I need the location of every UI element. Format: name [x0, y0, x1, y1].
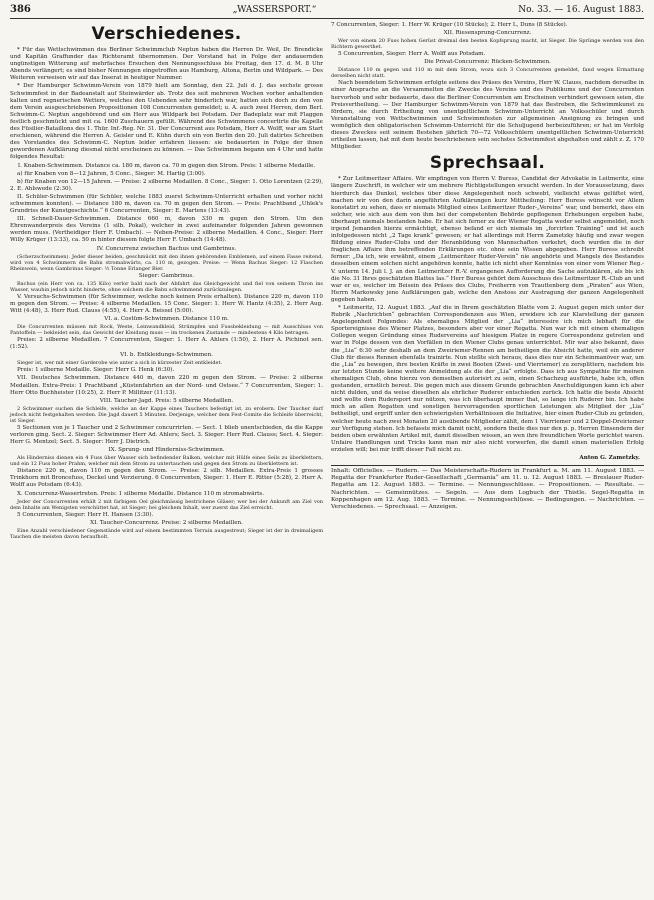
issue-info: No. 33. — 16. August 1883. [518, 5, 644, 15]
divider [331, 465, 644, 466]
paragraph: V. Versuchs-Schwimmen (für Schwimmer, welche noch keinen Preis erhalten). Distance 220 m, davon 110 m gegen den Strom. — Preise: 4 silberne Medaillen. 15 Conc. Sieger: 1. Herr W. Hantz (4:35), 2. Herr Aug. Witt (4:48), 3. Herr Rud. Clauss (4:55), 4. Herr A. Beissel (5:00). [10, 293, 323, 314]
small-note: Wer von einem 20 Fuss hohen Gerüst dreimal den besten Kopfsprung macht, ist Sieger. Die Sprünge werden von den Richtern gewerthet. [331, 38, 644, 51]
paragraph: 5 Concurrenten, Sieger: Herr H. Hansen (3:30). [17, 511, 154, 518]
table-of-contents: Inhalt: Officielles. — Rudern. — Das Meisterschafts-Rudern in Frankfurt a. M. am 11. August 1883. — Regatta der Frankfurter Ruder-Gesellschaft „Germania“ am 11. u. 12. August 1883. — Breslauer Ruder-Regatta am 12. August 1883. — Termine. — Nennungsschlüsse. — Propositionen. — Resultate. — Nachrichten. — Gemeinnützes. — Segeln. — Aus dem Logbuch der Thistle. Segel-Regatta in Koppenhagen am 12. Aug. 1883. — Termine. — Nennungsschlüsse. — Bedingungen. — Nachrichten. — Verschiedenes. — Sprechsaal. — Anzeigen. [331, 468, 644, 511]
result-heading: IX. Sprung- und Hinderniss-Schwimmen. [108, 447, 225, 454]
section-title-verschiedenes: Verschiedenes. [91, 24, 242, 44]
small-note: Die Concurrenten müssen mit Rock, Weste, Leinwandkleid, Strümpfen und Fussbekleidung — mit Ausschluss von Pantoffeln — bekleidet sein, das Gewicht der Kleidung muss — im trockenen Zustande — mindestens 4 Kilo betragen. [10, 324, 323, 337]
paragraph: X. Concurrenz-Wassertreten. Preis: 1 silberne Medaille. Distance 110 m stromabwärts. [17, 490, 265, 497]
page-number: 386 [10, 4, 31, 15]
paragraph: * Leitmeritz, 12. August 1883. „Auf die in Ihrem geschätzten Blatte vom 2. August gegen mich unter der Rubrik „Nachrichten“ gebrachten Correspondenzen aus Wien, erwidere ich zur Klarstellung der ganzen Angelegenheit Folgendes: Als ehemaliges Mitglied der „Lia“ interessire ich mich lebhaft für die Sportereignisse des Wiener Platzes, besonders aber vor einer Regatta. Nun war ich mit einem ehemaligen Collegen wegen Gründung eines Rudervereins auf hiesigem Platze in regere Correspondenz getreten und war in Folge dessen von den Vorfällen in den Wiener Clubs genau unterrichtet. Mir war also bekannt, dass die „Lia“ 6:30 sehr deshalb an dem Zweiriemer-Rennen am betheiligen die Absicht hatte, weil ein anderer Club für dieses Rennen ebenfalls trainirte. Nun stellte sich heraus, dass dies nur ein Scheinmanöver war, um die „Lia“ zu bewegen, ihre besten Kräfte in zwei Booten (Zwei- und Vierriemer) zu zersplittern, nachdem bis zur letzten Stunde keine weitere Anmeldung als die der „Lia“ erfolgte. Dass ich aus Sympathie für meinen ehemaligen Club, ohne hierzu von demselben autorisirt zu sein, einen Schachzug ausführte, habe ich, offen gestanden, ernstlich bereut. Die gegen mich aus diesem Grunde gebrachten Anschuldigungen kann ich aber nicht dulden, und da weise dieselben als ehrlicher Ruderer entschieden zurück. Ich hatte die beste Absicht und wollte dem Rudersport nur nützen, was ich überhaupt immer that, so lange ich Ruderer bin. Ich habe mich an allen Regatten und sonstigen hervorragenden sportlichen Leistungen als Mitglied der „Lia“ betheiligt, und ergriff unter den schwierigsten Verhältnissen die Initiative, hier einen Ruder-Club zu gründen, welcher heute nach zwei Monaten 20 ausübende Mitglieder zählt, dem 1 Vierriemer und 2 Doppel-Dreiriemer zur Verfügung stehen. Ich befasste mich damit nicht, sondern theile dies nur den p. p. Herren Einsendern der beiden oben erwähnten Artikel mit, damit dieselben wissen, an wen ihre freundlichen Worte gerichtet waren. Unfaire Handlungen und Tricks kann man mir also nicht vorwerfen, die damit einen materiellen Erfolg erzielen will; bei mir trifft dieser Fall nicht zu. [331, 305, 644, 453]
result-heading: XI. Taucher-Concurrenz. Preise: 2 silberne Medaillen. [90, 519, 243, 526]
small-note: (Scherzschwimmen). Jeder dieser beiden, geschmückt mit den ihnen gehörenden Emblemen, auf einem Fasse reitend, wird von 4 Schwimmern die Bahn stromabwärts, ca. 110 m, gezogen. Preise: — Wenn Bachus Sieger: 12 Flaschen Rheinwein, wenn Gambrinus Sieger: ½ Tonne Erlanger Bier. [10, 253, 323, 272]
paragraph: * Zur Leitmeritzer Affaire. Wir empfingen von Herrn V. Buress, Candidat der Advokatie in Leitmeritz, eine längere Zuschrift, in welcher wir um mehrere Richtigstellungen ersucht werden. In der Voraussetzung, dass hierdurch das Dunkel, welches über diese Angelegenheit noch schwebt, vielleicht etwas gelüftet wird, machen wir von den darin angeführten Aufklärungen kurz Mittheilung: Herr Buress wünscht vor Allem konstatirt zu sehen, dass er niemals Mitglied eines Leitmeritzer Ruder-„Vereins“ war, und bemerkt, dass ein solcher, wie sich aus dem von ihm bei der competenten Behörde gepflogenen Erhebungen ergeben habe, überhaupt niemals bestanden habe. Er hat sich ferner zu der Wiener Regatta weder selbst angemeldet, noch irgend Jemanden hierzu ermächtigt, ebenso befand er sich niemals im „forcirten Training“ und ist auch infolgedessen nicht „2 Tage krank“ gewesen; er hat allerdings mit Herrn Zametzky häufig und zwar wegen Bildung eines Ruder-Clubs und der Heranbildung von Mannschaften verkehrt, doch wurden die in der fraglichen Affaire ihm betreffenden Erklärungen etc. ohne sein Wissen abgegeben. Herr Buress schreibt ferner: „Da ich, wie erwähnt, einem „Leitmeritzer Ruder-Verein“ nie angehörte und Mangels des Bestandes desselben einem solchen nicht angehören konnte, hatte ich nicht eher Kenntniss von einer vom Wiener Reg.-V. unterm 14. Juli l. J. an den Leitmeritzer R.-V. ergangenen Aufforderung die Sache aufzuklären, als bis ich die No. 31 Ihres geschätzten Blattes las.“ Herr Buress gehört dem Ausschuss des Leitmeritzer R.-Club an und war er es, welcher im Beisein des Präses des Clubs, Freiherrn von Trauttenberg dem „Piraten“ aus Wien, Herrn Markowsky jene Aufklärungen gab, welche den Anstoss zur Austragung der ganzen Angelegenheit gegeben haben. [331, 176, 644, 303]
result-heading: VI. b. Entkleidungs-Schwimmen. [120, 352, 213, 359]
small-note: Distance 110 m gegen und 110 m mit dem Strom, wozu sich 3 Concurrenten gemeldet, fand wegen Ermattung derselben nicht statt. [331, 67, 644, 80]
result-heading: IV. Concurrenz zwischen Bachus und Gambrinus. [96, 245, 237, 252]
paragraph: b) für Knaben von 12—15 Jahren. — Preise: 2 silberne Medaillen. 8 Conc., Sieger: 1. Otto Lorentzen (2:29), 2. E. Ahlswede (2:30). [10, 178, 323, 192]
page-header [10, 4, 644, 19]
result-heading: Die Privat-Concurrenz: Rücken-Schwimmen. [424, 59, 551, 66]
left-column [10, 22, 323, 541]
paragraph: 5 Sectionen von je 1 Taucher und 2 Schwimmer concurrirten. — Sect. 1 blieb unentschieden, da die Kappe verloren ging. Sect. 2. Sieger: Schwimmer Herr Ad. Ahlers; Sect. 3. Sieger: Herr Rud. Clauss; Sect. 4. Sieger: Herr G. Mentzel; Sect. 5. Sieger: Herr J. Dietrich. [10, 424, 323, 446]
section-title-sprechsaal: Sprechsaal. [429, 153, 546, 174]
result-heading: VI. a. Costüm-Schwimmen. Distance 110 m. [104, 316, 229, 322]
paragraph: Preis: 1 silberne Medaille. Sieger: Herr G. Henk (6:30). [17, 367, 175, 374]
columns [10, 22, 644, 541]
small-note: Sieger ist, wer mit einer Garderobe wie unter a sich in kürzester Zeit entkleidet. [17, 360, 223, 367]
small-note: Jeder der Concurrenten erhält 2 mit farbigem Oel gleichmässig bestrichene Gläser; wer bei der Ankunft am Ziel von dem Inhalte am Wenigsten verschüttet hat, ist Sieger; bei gleichem Inhalt, wer zuerst das Ziel erreicht. [10, 498, 323, 511]
paragraph: a) für Knaben von 8—12 Jahren, 5 Conc., Sieger: M. Hartig (3:00). [17, 170, 206, 177]
paragraph: II. Schüler-Schwimmen (für Schüler, welche 1883 zuerst Schwimm-Unterricht erhalten und vorher nicht schwimmen konnten). — Distance 180 m, davon ca. 70 m gegen den Strom. — Preis: Prachtband „Uhlek's Grundriss der Kunstgeschichte.“ 6 Concurrenten, Sieger: E. Martens (13:43). [10, 193, 323, 215]
right-column [331, 22, 644, 541]
journal-title: „WASSERSPORT.“ [232, 5, 317, 15]
paragraph: VII. Deutsches Schwimmen. Distance 440 m, davon 220 m gegen den Strom. — Preise: 2 silberne Medaillen. Extra-Preis: 1 Prachtband „Küstenfahrten an der Nord- und Ostsee.“ 7 Concurrenten, Sieger: 1. Herr Otto Buchheister (10:25), 2. Herr P. Millitzer (11:13). [10, 375, 323, 396]
paragraph: Nach beendetem Schwimmen erfolgte seitens des Präses des Vereins, Herr W. Clauss, nachdem derselbe in einer Ansprache an die Versammelten die Zwecke des Vereins und des Publikums und der Concurrenten hervorhob und sehr bedauerte, dass die Berliner Concurrenten am Erscheinen verhindert gewesen seien, die Preisvertheilung. — Der Hamburger Schwimm-Verein von 1879 hat das Bestreben, die Schwimmkunst zu fördern, sie durch Ertheilung von unentgeltlichem Schwimm-Unterricht an Volksschüler und durch Veranstaltung von Wettschwimmen und Schwimmfesten zur allgemeinen Aneignung zu bringen und womöglich den obligatorischen Schwimm-Unterricht für die Schuljugend herbeizuführen; er hat im Verfolg dieses Zweckes seit seinem Bestehen jährlich 70—72 Volksschülern unentgeltlichen Schwimm-Unterricht ertheilen lassen, hat mit dem heute beschriebenen sein sechstes Schwimmfest abgehalten und zählt z. Z. 170 Mitglieder. [331, 80, 644, 151]
paragraph: 7 Concurrenten, Sieger: 1. Herr W. Krüger (10 Stücke); 2. Herr L, Duns (8 Stücke). [331, 22, 568, 28]
paragraph: * Für das Wettschwimmen des Berliner Schwimmclub Neptun haben die Herren Dr. Weil, Dr. Brendicke und Kapitän Graffunder das Richteramt übernommen. Der Vorstand hat in Folge der andauernden ungünstigen Witterung auf mehrfaches Ersuchen den Nennungsschluss bis Freitag, den 17. d. M. 8 Uhr Abends verlängert; es sind bisher Nennungen eingetroffen aus Hamburg, Altona, Berlin und Wildpark. — Des Weiteren verweisen wir auf das Inserat in heutiger Nummer. [10, 47, 323, 82]
paragraph: * Der Hamburger Schwimm-Verein von 1879 hielt am Sonntag, den 22. Juli d. J. das sechste grosse Schwimmfest in der Badeanstalt auf Steinwärder ab. Trotz des seit mehreren Wochen vorher anhaltenden kalten und regnerischen Wetters, welches den Uebenden sehr hinderlich war, hatten sich doch zu den von dem Verein ausgeschriebenen Propositionen 108 Concurrenten gemeldet; u. A. auch zwei Herren, dem Berl. Schwimm-C. Neptun angehörend und ein Herr aus Wildpark bei Potsdam. Der Badeplatz war mit Flaggen festlich geschmückt und mit ca. 1600 Zuschauern gefüllt. Während des Schwimmens concertirte die Kapelle des Füsilier-Bataillons des 1. Thür. Inf.-Reg. Nr. 31. Der Concurrent aus Potsdam, Herr A. Wolff, war am Start erschienen, während die Herren A. Geisler und E. Kühn durch ein von Berlin den 20. Juli datirtes Schreiben des Vorstandes des Schwimm-C. Neptun leider erfahren liessen: sie bedauerten in Folge der ihnen gewordenen Aufklärung diesmal nicht erscheinen zu können. — Das Schwimmen begann um 4 Uhr und hatte folgendes Resultat: [10, 83, 323, 161]
paragraph: Preise: 2 silberne Medaillen. 7 Concurrenten, Sieger: 1. Herr A. Ahlers (1:50), 2. Herr A. Pichinot sen. (1:52). [10, 337, 323, 351]
author-signature: Anton G. Zametzky. [579, 454, 640, 461]
small-note: 2 Schwimmer suchen die Schleife, welche an der Kappe eines Tauchers befestigt ist, zu erobern. Der Taucher darf jedoch nicht festgehalten werden. Die Jagd dauert 5 Minuten. Derjenige, welcher dem Fest-Comite die Schleife überreicht, ist Sieger. [10, 405, 324, 424]
paragraph: Distance 220 m, davon 110 m gegen den Strom. — Preise: 2 silb. Medaillen. Extra-Preis 1 grosses Trinkhorn mit Broncefuss, Deckel und Verzierung. 6 Concurrenten, Sieger: 1. Herr E. Ritter (5:28), 2. Herr A. Wolff aus Potsdam (6:43). [10, 468, 323, 489]
paragraph: III. Schnell-Dauer-Schwimmen. Distance 660 m, davon 330 m gegen den Strom. Um den Ehrenwanderpreis des Vereins (1 silb. Pokal), welcher in zwei aufeinander folgenden Jahren gewonnen werden muss. (Vertheidiger Herr F. Umbach). — Neben-Preise: 2 silberne Medaillen. 4 Conc., Sieger: Herr Willy Krüger (13:33), ca. 50 m hinter diesem folgte Herr F. Umbach (14:48). [10, 216, 323, 244]
small-note: Eine Anzahl verschiedener Gegenstände wird auf einem bestimmten Terrain ausgestreut; Sieger ist der in dreimaligem Tauchen die meisten davon heraufholt. [10, 527, 323, 540]
small-note: Als Hinderniss dienen ein 4 Fuss über Wasser sich befindender Balken, welcher mit Hülfe eines Seils zu überklettern, und ein 12 Fuss hoher Prahm, welcher mit dem Strom zu untertauchen und gegen den Strom zu überklettern ist. [10, 455, 323, 468]
result-heading: XII. Riesensprung-Concurrenz. [443, 30, 532, 37]
result-heading: I. Knaben-Schwimmen. Distance ca. 180 m, davon ca. 70 m gegen den Strom. Preis: 1 silberne Medaille. [17, 162, 316, 169]
small-note: Bachus (ein Herr von ca. 135 Kilo) verlor bald nach der Abfahrt das Gleichgewicht und fiel von seinem Thron ins Wasser, wauhin jedoch nicht hinderte, ohne solchem die Bahn schwimmend zurückzulegen. [10, 280, 323, 293]
result-heading: Sieger: Gambrinus. [138, 272, 195, 279]
paragraph: 5 Concurrenten, Sieger: Herr A. Wolff aus Potsdam. [338, 51, 486, 58]
result-heading: VIII. Taucher-Jagd. Preis: 5 silberne Medaillen. [99, 397, 234, 404]
